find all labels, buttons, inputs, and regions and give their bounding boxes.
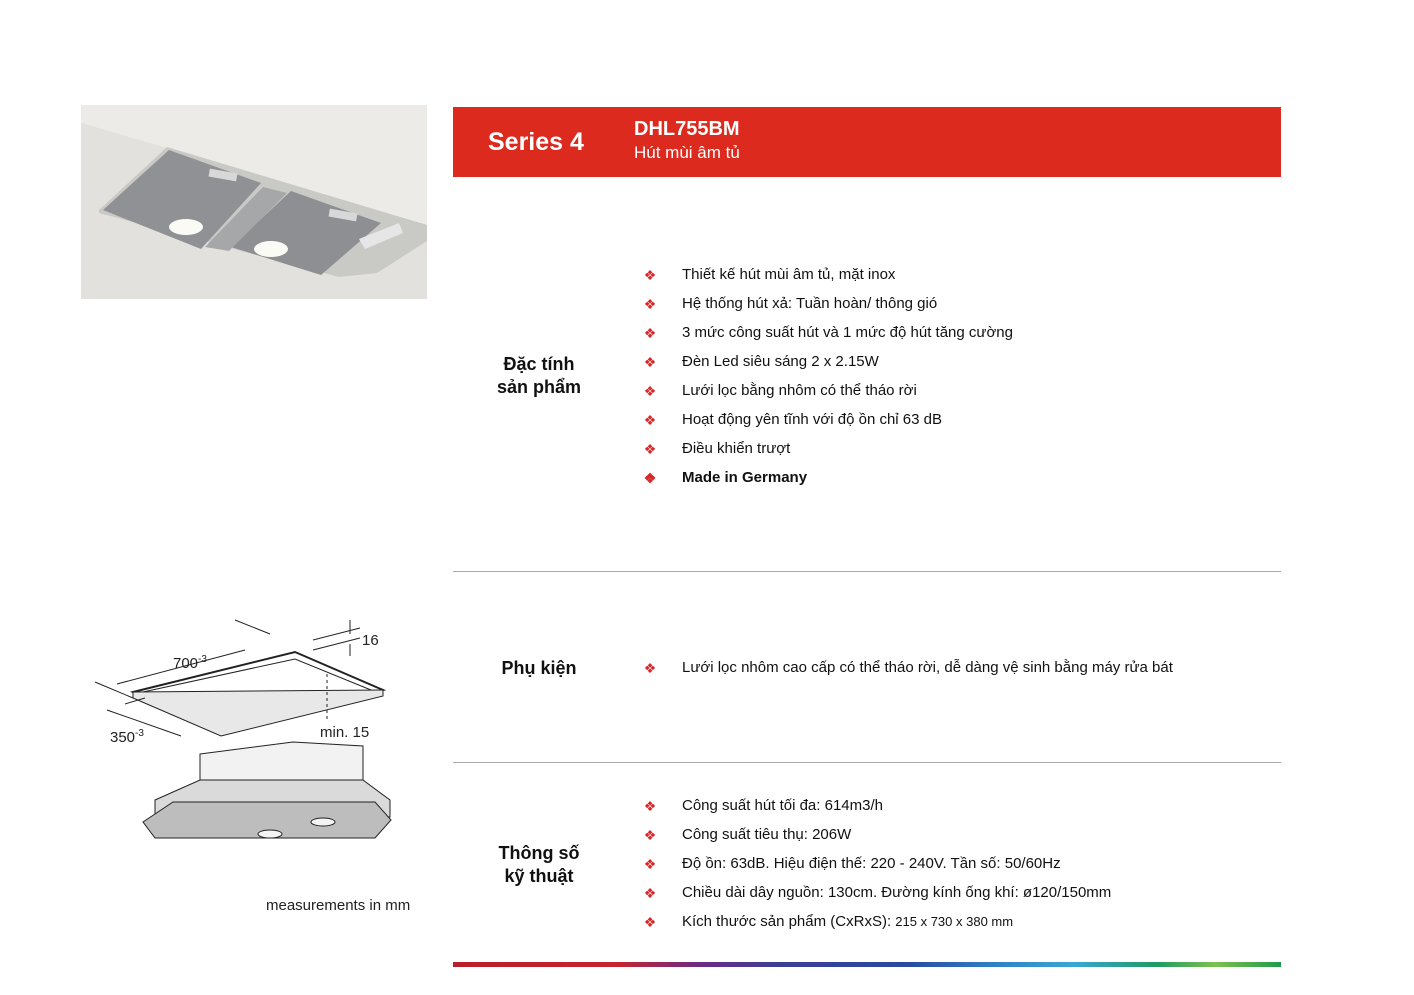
diamond-bullet-icon: ❖ [643, 267, 657, 283]
list-item [643, 352, 1013, 381]
footer-color-stripe [453, 962, 1281, 967]
list-item [643, 265, 1013, 294]
list-item [643, 468, 1013, 497]
list-item-text: Made in Germany [682, 469, 808, 486]
features-heading [449, 353, 629, 399]
measurements-caption: measurements in mm [266, 897, 411, 914]
specs-list [643, 796, 1111, 941]
list-item [643, 294, 1013, 323]
diamond-bullet-icon: ❖ [643, 827, 657, 843]
list-item-text: Thiết kế hút mùi âm tủ, mặt inox [682, 266, 896, 283]
diamond-bullet-icon: ❖ [643, 856, 657, 872]
features-list [643, 265, 1013, 497]
diamond-bullet-icon: ❖ [643, 914, 657, 930]
list-item-text: Hệ thống hút xả: Tuần hoàn/ thông gió [682, 295, 938, 312]
diamond-bullet-icon: ❖ [643, 441, 657, 457]
dim-min-label: min. 15 [320, 724, 370, 741]
accessories-list [643, 658, 1173, 687]
diamond-bullet-icon: ❖ [643, 354, 657, 370]
list-item-text: Chiều dài dây nguồn: 130cm. Đường kính ống khí: ø120/150mm [682, 884, 1112, 901]
specs-heading-line1: Thông số [498, 843, 580, 863]
list-item-text: Lưới lọc bằng nhôm có thể tháo rời [682, 382, 917, 399]
list-item [643, 883, 1111, 912]
list-item [643, 912, 1111, 941]
list-item-text: Điều khiển trượt [682, 440, 791, 457]
product-type: Hút mùi âm tủ [634, 143, 740, 162]
section-divider [453, 762, 1281, 763]
model-number: DHL755BM [634, 118, 740, 140]
list-item [643, 410, 1013, 439]
list-item-text: Độ ồn: 63dB. Hiệu điện thế: 220 - 240V. Tần số: 50/60Hz [682, 855, 1061, 872]
diamond-bullet-icon: ❖ [643, 383, 657, 399]
product-header [453, 107, 1281, 177]
list-item [643, 825, 1111, 854]
list-item [643, 658, 1173, 687]
specs-heading-line2: kỹ thuật [504, 866, 574, 886]
list-item [643, 323, 1013, 352]
diamond-bullet-icon: ❖ [643, 885, 657, 901]
dimension-drawing [85, 612, 430, 852]
product-photo [81, 105, 427, 299]
list-item [643, 381, 1013, 410]
list-item-text: Công suất hút tối đa: 614m3/h [682, 797, 883, 814]
list-item-text: 3 mức công suất hút và 1 mức độ hút tăng cường [682, 324, 1013, 341]
series-name: Series 4 [488, 128, 584, 156]
diamond-bullet-icon: ❖ [643, 470, 657, 486]
accessories-heading: Phụ kiện [501, 658, 577, 678]
list-item-text: Lưới lọc nhôm cao cấp có thể tháo rời, dễ dàng vệ sinh bằng máy rửa bát [682, 659, 1173, 676]
features-heading-line2: sản phẩm [496, 377, 582, 397]
list-item-text: Công suất tiêu thụ: 206W [682, 826, 852, 843]
specs-heading [449, 842, 629, 888]
features-heading-line1: Đặc tính [503, 354, 575, 374]
dim-height-label: 16 [362, 632, 379, 649]
list-item [643, 854, 1111, 883]
section-divider [453, 571, 1281, 572]
list-item-text: Kích thước sản phẩm (CxRxS): [682, 913, 896, 930]
dimensions-value: 215 x 730 x 380 mm [895, 914, 1014, 929]
diamond-bullet-icon: ❖ [643, 798, 657, 814]
diamond-bullet-icon: ❖ [643, 412, 657, 428]
dim-depth-label: $350^{-3}$ [110, 728, 144, 746]
list-item-text: Đèn Led siêu sáng 2 x 2.15W [682, 353, 879, 370]
diamond-bullet-icon: ❖ [643, 660, 657, 676]
diamond-bullet-icon: ❖ [643, 296, 657, 312]
diamond-bullet-icon: ❖ [643, 325, 657, 341]
list-item-text: Hoạt động yên tĩnh với độ ồn chỉ 63 dB [682, 411, 943, 428]
list-item [643, 796, 1111, 825]
list-item [643, 439, 1013, 468]
dim-width-label: $700^{-3}$ [173, 654, 207, 672]
